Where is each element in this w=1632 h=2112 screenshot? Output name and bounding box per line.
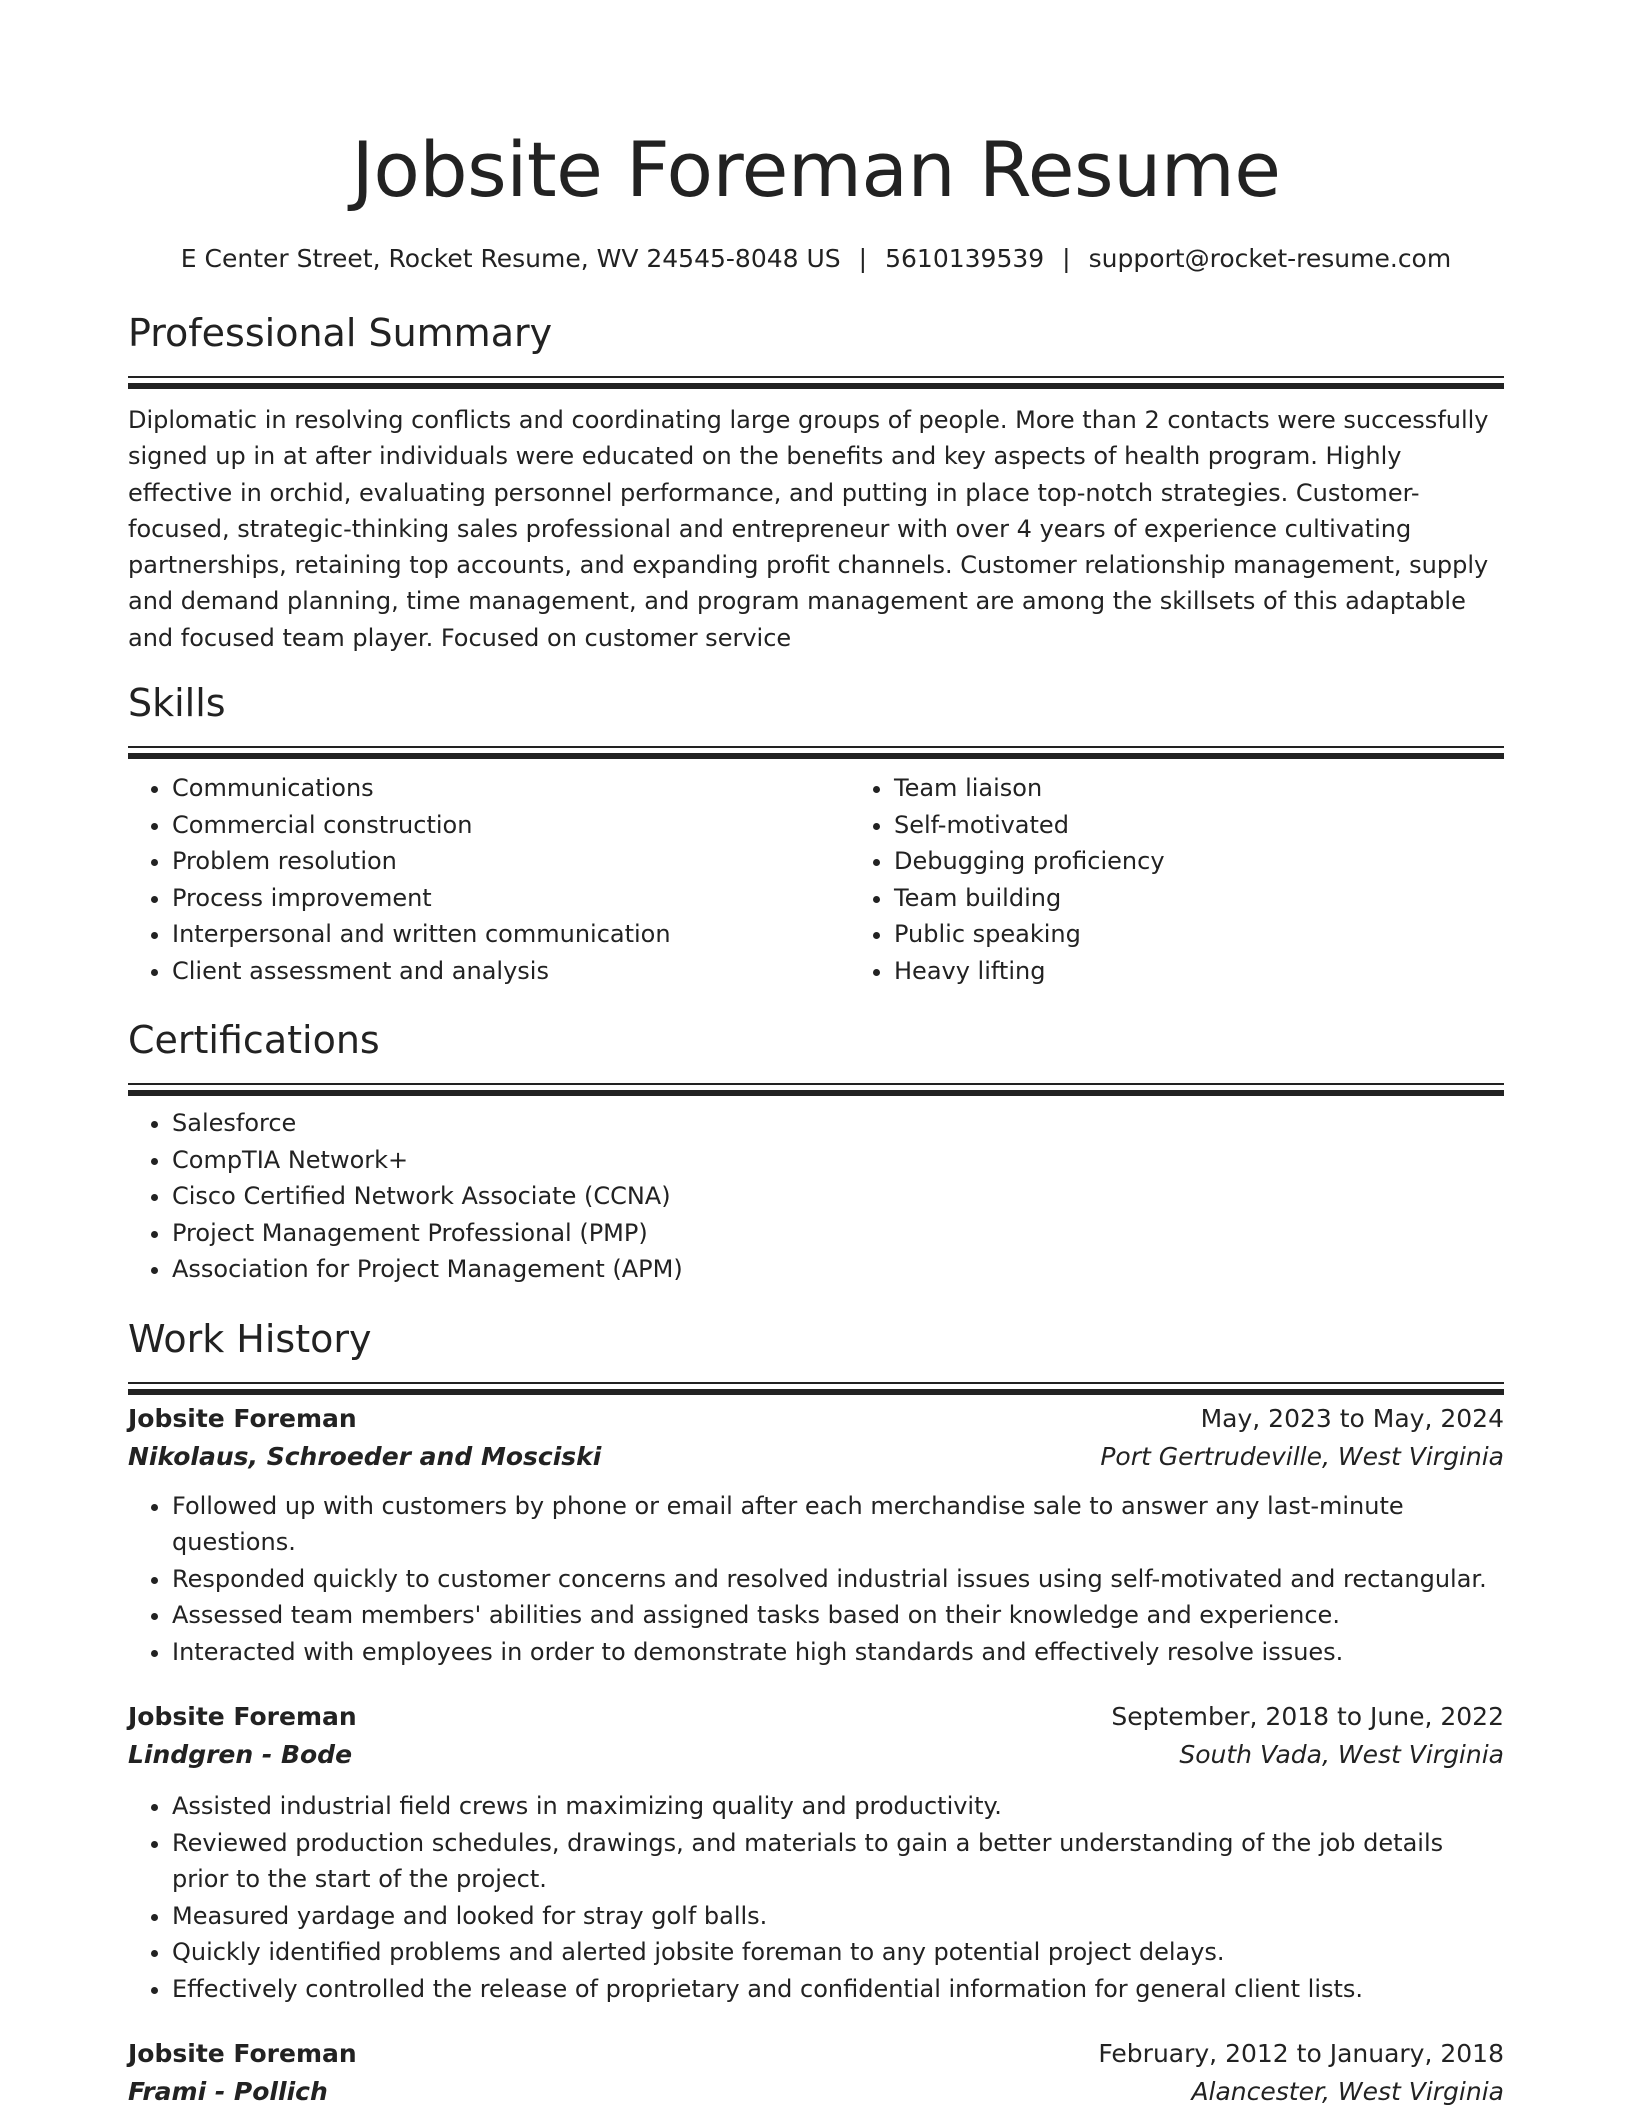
contact-address: E Center Street, Rocket Resume, WV 24545-8048 US	[180, 244, 841, 273]
skill-item: • Team liaison	[894, 770, 1548, 807]
certifications-section	[128, 1015, 1504, 1288]
section-divider	[128, 376, 1504, 378]
job-duty: • Assessed team members' abilities and assigned tasks based on their knowledge and experience.	[172, 1597, 1504, 1634]
skills-list-left	[128, 770, 850, 989]
certification-item: • Project Management Professional (PMP)	[172, 1215, 1504, 1252]
skill-item: • Problem resolution	[172, 843, 850, 880]
page-title: Jobsite Foreman Resume	[351, 125, 1281, 214]
certification-item: • Salesforce	[172, 1105, 1504, 1142]
contact-separator: |	[858, 244, 868, 273]
job-duty: • Reviewed production schedules, drawings, and materials to gain a better understanding of the job details prior to the start of the project.	[172, 1825, 1504, 1898]
job-duty: • Effectively controlled the release of proprietary and confidential information for general client lists.	[172, 1971, 1504, 2008]
skill-item: • Debugging proficiency	[894, 843, 1548, 880]
job-subheader	[128, 2073, 1504, 2111]
job-title: Jobsite Foreman	[128, 1702, 357, 1732]
skills-section	[128, 678, 1504, 989]
contact-separator: |	[1062, 244, 1071, 273]
job-entry	[128, 1698, 1504, 2007]
skill-item: • Commercial construction	[172, 807, 850, 844]
job-title: Jobsite Foreman	[128, 2039, 357, 2069]
summary-text: Diplomatic in resolving conflicts and coordinating large groups of people. More than 2 contacts were successfully signed up in at after individuals were educated on the benefits and key aspects of health program. Highly effective in orchid, evaluating personnel performance, and putting in place top-notch strategies. Customer-focused, strategic-thinking sales professional and entrepreneur with over 4 years of experience cultivating partnerships, retaining top accounts, and expanding profit channels. Customer relationship management, supply and demand planning, time management, and program management are among the skillsets of this adaptable and focused team player. Focused on customer service	[128, 406, 1489, 652]
job-company: Lindgren - Bode	[128, 1740, 353, 1770]
job-duty: • Responded quickly to customer concerns and resolved industrial issues using self-motivated and rectangular.	[172, 1561, 1504, 1598]
job-duty: • Assisted industrial field crews in maximizing quality and productivity.	[172, 1788, 1504, 1825]
job-duty: • Quickly identified problems and alerted jobsite foreman to any potential project delays.	[172, 1934, 1504, 1971]
skill-item: • Interpersonal and written communication	[172, 916, 850, 953]
job-subheader	[128, 1736, 1504, 1774]
section-divider	[128, 1382, 1504, 1384]
job-dates: September, 2018 to June, 2022	[1111, 1702, 1504, 1732]
job-header	[128, 2035, 1504, 2073]
job-dates: May, 2023 to May, 2024	[1200, 1403, 1504, 1433]
job-duty: • Followed up with customers by phone or email after each merchandise sale to answer any last-minute questions.	[172, 1488, 1504, 1561]
resume-page	[128, 0, 1504, 2111]
contact-email[interactable]: support@rocket-resume.com	[1088, 244, 1452, 273]
certifications-heading: Certifications	[128, 1018, 380, 1063]
summary-heading: Professional Summary	[128, 311, 553, 355]
job-location: Alancester, West Virginia	[1191, 2077, 1504, 2107]
skills-grid	[128, 770, 1504, 989]
certification-item: • CompTIA Network+	[172, 1142, 1504, 1179]
job-company: Frami - Pollich	[128, 2077, 328, 2107]
work-history-heading: Work History	[128, 1316, 372, 1361]
contact-line	[128, 242, 1504, 276]
contact-phone: 5610139539	[885, 244, 1045, 273]
summary-section	[128, 308, 1504, 656]
job-company: Nikolaus, Schroeder and Mosciski	[128, 1441, 602, 1471]
certification-item: • Association for Project Management (APM)	[172, 1251, 1504, 1288]
certification-item: • Cisco Certified Network Associate (CCNA)	[172, 1178, 1504, 1215]
section-divider	[128, 1083, 1504, 1085]
job-header	[128, 1400, 1504, 1438]
job-location: South Vada, West Virginia	[1179, 1740, 1504, 1770]
skill-item: • Communications	[172, 770, 850, 807]
skill-item: • Process improvement	[172, 880, 850, 917]
skill-item: • Public speaking	[894, 916, 1548, 953]
job-dates: February, 2012 to January, 2018	[1098, 2039, 1504, 2069]
job-entry	[128, 2035, 1504, 2111]
section-divider	[128, 746, 1504, 748]
job-header	[128, 1698, 1504, 1736]
job-title: Jobsite Foreman	[128, 1403, 357, 1433]
job-duty: • Interacted with employees in order to demonstrate high standards and effectively resolve issues.	[172, 1634, 1504, 1671]
skills-list-right	[850, 770, 1548, 989]
skill-item: • Client assessment and analysis	[172, 953, 850, 990]
job-duties	[128, 1488, 1504, 1671]
job-duty: • Measured yardage and looked for stray golf balls.	[172, 1898, 1504, 1935]
job-duties	[128, 1788, 1504, 2007]
job-location: Port Gertrudeville, West Virginia	[1100, 1441, 1504, 1471]
certifications-list	[128, 1105, 1504, 1288]
skills-heading: Skills	[128, 681, 226, 726]
skill-item: • Heavy lifting	[894, 953, 1548, 990]
skill-item: • Team building	[894, 880, 1548, 917]
job-entry	[128, 1400, 1504, 1671]
skill-item: • Self-motivated	[894, 807, 1548, 844]
work-history-section	[128, 1314, 1504, 2112]
job-subheader	[128, 1438, 1504, 1476]
